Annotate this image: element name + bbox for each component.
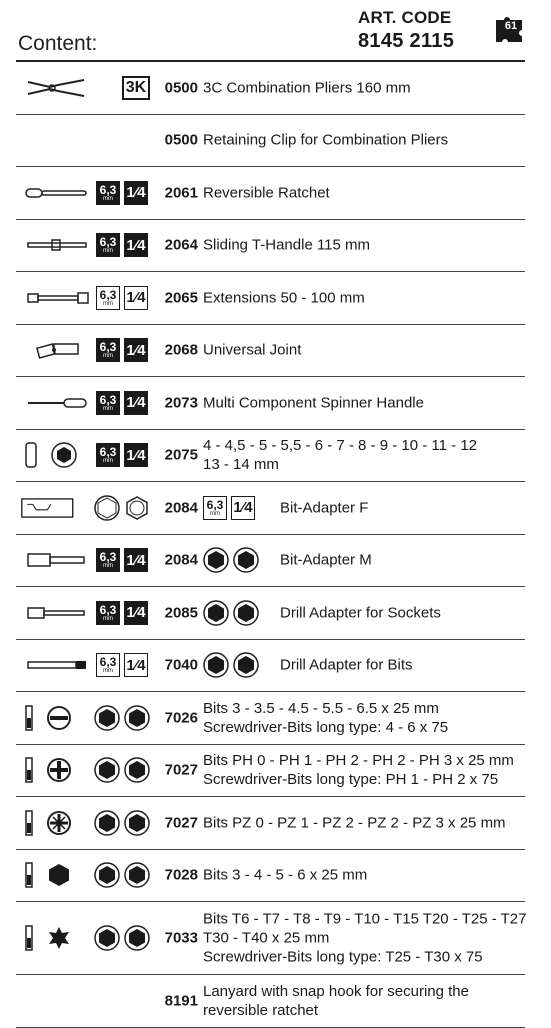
size-badges [96,391,148,415]
item-description: Bit-Adapter M [280,551,372,569]
badge-6-3mm: 6,3 mm [96,233,120,257]
list-item [16,62,525,115]
list-item [16,482,525,535]
ratchet-icon [24,181,90,205]
item-description: Reversible Ratchet [203,184,330,202]
hex-quarter-icon [233,652,259,678]
size-badges [96,233,148,257]
hex-6-3mm-icon [203,547,229,573]
art-code-number: 8145 2115 [358,30,455,52]
puzzle-page-icon [494,12,526,44]
hex-badges [94,925,150,951]
hex-badges [203,652,259,678]
article-code: 7026 [164,709,198,727]
universal-joint-icon [24,338,90,362]
list-item [16,745,525,798]
badge-6-3mm: 6,3 mm [96,548,120,572]
hex-6-3mm-icon [94,495,120,521]
article-code: 2064 [164,236,198,254]
item-description: 4 - 4,5 - 5 - 5,5 - 6 - 7 - 8 - 9 - 10 - 11 - 12 13 - 14 mm [203,437,477,474]
badge-6-3mm: 6,3 mm [96,338,120,362]
item-description: Bits 3 - 3.5 - 4.5 - 5.5 - 6.5 x 25 mm Screwdriver-Bits long type: 4 - 6 x 75 [203,699,449,736]
hex-6-3mm-icon [94,810,120,836]
size-badges [203,496,255,520]
hex-tip-icon [46,862,72,888]
list-item [16,220,525,273]
hex-6-3mm-icon [94,705,120,731]
article-code: 2084 [164,551,198,569]
bit-adapter-m-icon [24,548,90,572]
list-item [16,430,525,483]
article-code: 2084 [164,499,198,517]
article-code: 8191 [164,992,198,1010]
slotted-tip-icon [46,705,72,731]
hex-6-3mm-icon [94,757,120,783]
content-list [16,62,525,1028]
article-code: 2085 [164,604,198,622]
hex-quarter-icon [124,862,150,888]
bit-icon [24,756,34,784]
hex-badges [94,757,150,783]
size-badges [96,601,148,625]
hex-quarter-icon [124,810,150,836]
badge-6-3mm: 6,3 mm [96,286,120,310]
item-description: Bit-Adapter F [280,499,369,517]
item-description: Drill Adapter for Sockets [280,604,441,622]
badge-6-3mm: 6,3 mm [96,443,120,467]
phillips-tip-icon [46,757,72,783]
pliers-icon [24,76,90,100]
article-code: 2068 [164,341,198,359]
badge-6-3mm: 6,3 mm [96,181,120,205]
item-description: Universal Joint [203,341,302,359]
socket-icon [24,441,38,469]
list-item [16,797,525,850]
bit-icon [24,704,34,732]
badge-6-3mm: 6,3 mm [96,391,120,415]
article-code: 2061 [164,184,198,202]
content-label: Content: [18,32,98,55]
3k-badge: 3K [122,76,150,100]
article-code: 0500 [164,131,198,149]
hex-quarter-icon [124,757,150,783]
item-description: Lanyard with snap hook for securing the reversible ratchet [203,983,469,1019]
hex-socket-icon [50,441,78,469]
drill-adapter-sockets-icon [24,601,90,625]
article-code: 7033 [164,929,198,947]
list-item [16,377,525,430]
item-description: Extensions 50 - 100 mm [203,289,365,307]
list-item [16,115,525,168]
size-badges [96,653,148,677]
item-description: Bits T6 - T7 - T8 - T9 - T10 - T15 T20 - T25 - T27 T30 - T40 x 25 mm Screwdriver-Bits long type: T25 - T30 x 75 [203,910,527,966]
article-code: 7028 [164,866,198,884]
article-code: 2065 [164,289,198,307]
hex-6-3mm-icon [203,600,229,626]
badge-quarter-inch: 1⁄4 [124,286,148,310]
hex-badges [94,862,150,888]
art-code-label: ART. CODE [358,8,452,27]
article-code: 7040 [164,656,198,674]
hex-6-3mm-icon [203,652,229,678]
list-item [16,850,525,903]
size-badges [96,181,148,205]
badge-quarter-inch: 1⁄4 [124,443,148,467]
badge-quarter-inch: 1⁄4 [231,496,255,520]
pozidriv-tip-icon [46,810,72,836]
badge-quarter-inch: 1⁄4 [124,181,148,205]
hex-quarter-icon [124,925,150,951]
bit-icon [24,924,34,952]
item-description: 3C Combination Pliers 160 mm [203,79,411,97]
list-item [16,535,525,588]
badge-quarter-inch: 1⁄4 [124,548,148,572]
list-item [16,325,525,378]
hex-badges [94,810,150,836]
bit-icon [24,809,34,837]
item-description: Bits PZ 0 - PZ 1 - PZ 2 - PZ 2 - PZ 3 x 25 mm [203,814,506,832]
list-item [16,167,525,220]
item-description: Sliding T-Handle 115 mm [203,236,371,254]
hex-quarter-icon [233,600,259,626]
header [0,0,551,60]
bit-adapter-f-icon [20,496,80,520]
list-item [16,902,525,975]
article-code: 7027 [164,761,198,779]
size-badges [96,338,148,362]
t-handle-icon [24,233,90,257]
torx-tip-icon [46,925,72,951]
list-item [16,975,525,1028]
hex-6-3mm-icon [94,862,120,888]
article-code: 2075 [164,446,198,464]
badge-6-3mm: 6,3 mm [203,496,227,520]
hex-badges [203,547,259,573]
hex-6-3mm-icon [94,925,120,951]
hex-quarter-icon [124,705,150,731]
extension-bar-icon [24,286,90,310]
badge-quarter-inch: 1⁄4 [124,601,148,625]
bit-icon [24,861,34,889]
item-description: Drill Adapter for Bits [280,656,413,674]
page-badge: 61 [504,20,518,32]
size-badges [96,548,148,572]
item-description: Bits PH 0 - PH 1 - PH 2 - PH 2 - PH 3 x 25 mm Screwdriver-Bits long type: PH 1 - PH 2 x 75 [203,752,514,789]
item-description: Bits 3 - 4 - 5 - 6 x 25 mm [203,866,368,884]
hex-quarter-icon [124,495,150,521]
article-code: 0500 [164,79,198,97]
list-item [16,640,525,693]
badge-6-3mm: 6,3 mm [96,601,120,625]
spinner-handle-icon [24,391,90,415]
badge-quarter-inch: 1⁄4 [124,233,148,257]
hex-badges [203,600,259,626]
item-description: Retaining Clip for Combination Pliers [203,131,449,149]
size-badges [96,286,148,310]
hex-badges [94,705,150,731]
article-code: 7027 [164,814,198,832]
list-item [16,587,525,640]
list-item [16,692,525,745]
item-description: Multi Component Spinner Handle [203,394,424,412]
article-code: 2073 [164,394,198,412]
badge-6-3mm: 6,3 mm [96,653,120,677]
size-badges [96,443,148,467]
badge-quarter-inch: 1⁄4 [124,338,148,362]
badge-quarter-inch: 1⁄4 [124,653,148,677]
drill-adapter-bits-icon [24,653,90,677]
hex-badges [94,495,150,521]
list-item [16,272,525,325]
hex-quarter-icon [233,547,259,573]
badge-quarter-inch: 1⁄4 [124,391,148,415]
